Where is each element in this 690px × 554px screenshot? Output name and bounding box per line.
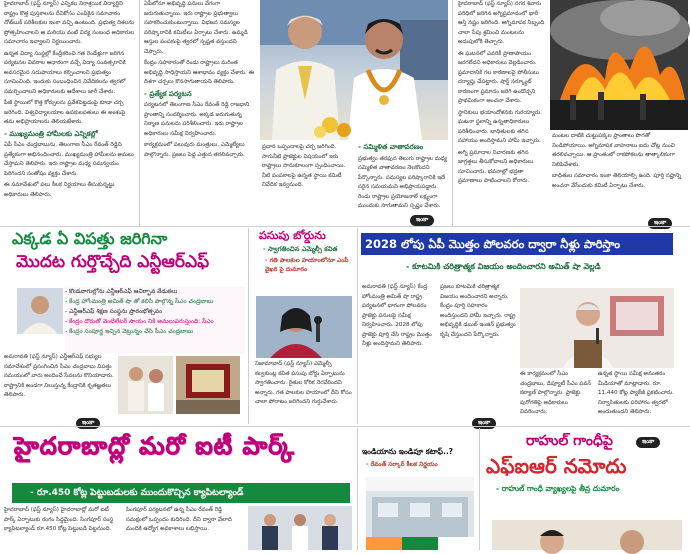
polavaram-col-1: [362, 283, 435, 413]
paragraph: అమరావతి (ఫస్ట్ న్యూస్) ఎన్టీఆర్ఎఫ్ సభ్యుల సమావేశంలో ప్రసంగించిన సీఎం చంద్రబాబు విపత్తు సమయంలో వారు అందించే సేవలను కొనియాడారు. రాష్ట్రానికి అండగా నిలుస్తున్న కేంద్రానికి కృతజ్ఞతలు తెలిపారు.: [4, 354, 114, 398]
paragraph: కేంద్రం సహకారంతో రెండు రాష్ట్రాలు మరింత అభివృద్ధి సాధిస్తాయని ఆశాభావం వ్యక్తం చేశారు. ఈ దిశగా చర్చలు కొనసాగుతాయని తెలిపారు.: [144, 60, 255, 85]
kavitha-kicker: పసుపు బోర్డును: [259, 229, 326, 242]
paragraph: ఈ కార్యక్రమంలో సీఎం చంద్రబాబు, డిప్యూటీ సీఎం పవన్ కల్యాణ్ పాల్గొన్నారు. ప్రాజెక్టు పురోగతిపై అధికారులు వివరించారు.: [520, 371, 592, 415]
event-illustration: [176, 356, 240, 414]
read-more-link-wrapper: [76, 409, 112, 426]
it-park-subheading: - రూ.450 కోట్ల పెట్టుబడులకు ముందుకొచ్చిన క్యాపిటల్యాండ్: [30, 488, 244, 498]
ntrf-headline-line-1: ఎక్కడ ఏ విపత్తు జరిగినా: [12, 229, 168, 248]
fire-illustration: [550, 0, 688, 130]
paragraph: అగ్ని ప్రమాదాల నివారణకు తగిన జాగ్రత్తలు తీసుకోవాలని అధికారులు సూచించారు. భవనాల్లో భద్రతా ప్రమాణాలు పాటించాలని కోరారు.: [458, 149, 534, 184]
kavitha-sub-1: - స్వాగతించిన ఎమ్మెల్సీ కవిత: [263, 245, 338, 253]
paragraph: పీజీ స్థాయిలో కొత్త కోర్సులను ప్రవేశపెట్టడంపై కూడా చర్చ జరిగింది. విశ్వవిద్యాలయాల ఉపకులపతులు ఈ అంశంపై తమ అభిప్రాయాలను తెలియజేశారు.: [4, 100, 126, 125]
polavaram-col-3: [520, 370, 594, 418]
read-more-link-wrapper: [472, 409, 508, 426]
paragraph: ఈ సమావేశంలో పలు కీలక నిర్ణయాలు తీసుకున్నట్టు అధికారులు తెలిపారు.: [4, 182, 115, 198]
paragraph: మంటల ధాటికి చుట్టుపక్కల ప్రాంతాలు పొగతో నిండిపోయాయి. అగ్నిమాపక వాహనాలు ఐదు చోట్ల నుంచి తరలివచ్చాయి. ఆ ప్రాంతంలో రాకపోకలను తాత్కాలికంగా నిలిపివేశారు.: [552, 133, 675, 168]
building-illustration: [366, 477, 474, 550]
person-speaking-illustration: [256, 296, 352, 358]
top-story-column-4-left: [458, 0, 548, 226]
india-photo: [366, 477, 474, 550]
rahul-photo: [492, 520, 682, 550]
paragraph: కార్యక్రమంలో పలువురు మంత్రులు, ఎమ్మెల్యేలు పాల్గొన్నారు. ప్రజలు పెద్ద ఎత్తున తరలివచ్చారు.: [144, 142, 245, 158]
read-more-button[interactable]: ఇంకా: [410, 215, 434, 226]
kavitha-body: [255, 360, 353, 416]
read-more-button[interactable]: ఇంకా: [636, 437, 660, 448]
paragraph: ప్రధాన ఒప్పందాలపై చర్చ జరిగింది. సాగునీటి ప్రాజెక్టుల విషయంలో ఇరు రాష్ట్రాలు సానుకూలంగా స్పందించాయి. నీటి పంపకాలపై ఉన్నత స్థాయి కమిటీ నివేదిక ఇవ్వనుంది.: [262, 144, 346, 188]
top-story-column-1: [4, 0, 135, 226]
top-story-column-2: [144, 0, 256, 226]
paragraph: ఉన్నత విద్యా సంస్థల్లో కేంద్రీకరించి గత రెండేళ్లుగా జరిగిన పర్యటనల వివరాల ఆధారంగా వచ్చే విద్యా సంవత్సరానికి అవసరమైన సదుపాయాలు కల్పించాలని ప్రభుత్వం సూచించింది. ఇందుకు సంబంధించిన నివేదికలను త్వరలో సమర్పించాలని అధికారులకు ఆదేశాలు జారీ చేశారు.: [4, 50, 126, 95]
it-park-sub-banner: [12, 483, 350, 503]
paragraph: సింగపూర్ పర్యటనలో ఉన్న సీఎం రేవంత్ రెడ్డి సమక్షంలో ఒప్పందం కుదిరింది. దీని ద్వారా వేలాది మందికి ఉద్యోగ అవకాశాలు లభిస్తాయి.: [126, 507, 232, 532]
top-story-column-3: [262, 143, 448, 213]
paragraph: అమరావతి (ఫస్ట్ న్యూస్) కేంద్ర హోంమంత్రి అమిత్ షా రాష్ట్ర పర్యటనలో భాగంగా పోలవరం ప్రాజెక్టు పనులపై సమీక్ష నిర్వహించారు. 2028 లోపు ప్రాజెక్టు పూర్తి చేసి రాష్ట్రం మొత్తం నీళ్లు అందిస్తామని తెలిపారు.: [362, 284, 432, 347]
chief-ministers-illustration: [260, 0, 448, 140]
event-illustration: [118, 356, 173, 414]
polavaram-subheading: - కూటమికి చరిత్రాత్మక విజయం అందించారని అమిత్ షా వెల్లడి: [406, 262, 601, 271]
top-story-column-4-right: [552, 132, 686, 214]
rahul-headline-1: రాహుల్ గాంధీపై: [526, 433, 613, 449]
polavaram-col-4: [598, 370, 676, 418]
person-illustration: [492, 520, 682, 550]
polavaram-col-2: [440, 283, 516, 413]
read-more-link-wrapper: [648, 209, 688, 226]
paragraph: ఏపీలోనూ అభివృద్ధి పనులు వేగంగా జరుగుతున్నాయి. ఇరు రాష్ట్రాల ప్రభుత్వాలు సహకరించుకుంటున్నాయి. విభజన సమస్యల పరిష్కారానికి కమిటీలు ఏర్పాటు చేశారు. ఉమ్మడి ఆస్తుల పంపకంపై త్వరలో స్పష్టత వస్తుందని చెప్పారు.: [144, 1, 248, 55]
chief-ministers-photo: [260, 0, 448, 140]
rahul-headline-2: ఎఫ్ఐఆర్ నమోదు: [486, 454, 627, 478]
paragraph: ప్రభుత్వం తరఫున తెలుగు రాష్ట్రాల మధ్య సమ్మిళిత వాతావరణం నెలకొందని పేర్కొన్నారు. సమస్యల పరిష్కారానికి ఇదే సరైన సమయమని అభిప్రాయపడ్డారు. రెండు రాష్ట్రాల ప్రయోజనాలే లక్ష్యంగా ముందుకు సాగుతామని స్పష్టం చేశారు.: [358, 155, 448, 209]
paragraph: హైదరాబాద్ (ఫస్ట్ న్యూస్) హైదరాబాద్లో మరో ఐటీ పార్క్ ఏర్పాటుకు రంగం సిద్ధమైంది. సింగపూర్ సంస్థ క్యాపిటల్యాండ్ రూ.450 కోట్ల పెట్టుబడి పెట్టనుంది.: [4, 507, 114, 532]
ntrf-event-photo-1: [118, 356, 173, 414]
subheading: - ప్రత్యేక పర్యటన: [144, 89, 192, 98]
subheading: - సమ్మిళిత వాతావరణం: [358, 143, 424, 151]
india-subheading: - రేవంత్ సర్కార్ కీలక నిర్ణయం: [366, 461, 438, 468]
kavitha-photo: [256, 296, 352, 358]
it-park-photo: [248, 506, 352, 550]
ntrf-headline-line-2: మొదట గుర్తొచ్చేది ఎన్టీఆర్‌ఎఫ్: [16, 252, 210, 272]
it-park-headline-text: హైదరాబాద్లో మరో ఐటీ పార్క్: [14, 432, 295, 460]
paragraph: హైదరాబాద్ (ఫస్ట్ న్యూస్) నగర శివారు పరిధిలో జరిగిన అగ్నిప్రమాదంలో భారీ ఆస్తి నష్టం జరిగింది. అగ్నిమాపక సిబ్బంది చాలా సేపు శ్రమించి మంటలను అదుపులోకి తెచ్చారు.: [458, 1, 545, 45]
fire-accident-photo: [550, 0, 688, 130]
bullet-item: - కొండవాగుల్లోను ఎన్డీఆర్ఎఫ్ ఆవిర్భావ వేడుకలు: [65, 288, 178, 295]
india-title: ఇండియాను ఇండిపూ కటాఫ్..?: [362, 447, 454, 456]
it-park-col-2: [126, 506, 244, 550]
it-park-headline: [14, 432, 354, 472]
paragraph: పర్యటనలో తెలంగాణ సీఎం రేవంత్ రెడ్డి రాజధాని ప్రాంతాన్ని సందర్శించారు. అక్కడ జరుగుతున్న నిర్మాణ పనులను పరిశీలించారు. ఇరు రాష్ట్రాల అధికారులు సమీక్ష నిర్వహించారు.: [144, 102, 250, 137]
amit-shah-photo: [520, 288, 674, 368]
paragraph: హైదరాబాద్ (ఫస్ట్ న్యూస్) ఎన్నికల నిరాశ్రయిక విద్యార్థిని రాష్ట్రం కొత్త పుస్తకాలను దీనికోసం ఎంపికైన సమాచారం నోట్‌బుక్ పరిశీలకుల ఇంకా వచ్చి ఉంటుంది. ప్రభుత్వ దిశలను ప్రోత్సహించాలని ఆ మరియు వంటి విద్య సంబంధ అధికారుల సమాచారం ఇవ్వాలని నిర్ణయించారు.: [4, 1, 135, 45]
paragraph: ఈ ఘటనలో ఎవరికీ ప్రాణాపాయం జరగలేదని అధికారులు వెల్లడించారు. ప్రమాదానికి గల కారణాలపై పోలీసులు దర్యాప్తు చేపట్టారు. షార్ట్ సర్క్యూట్ కారణంగా ప్రమాదం జరిగి ఉండొచ్చని ప్రాథమికంగా అంచనా వేశారు.: [458, 50, 539, 104]
ntrf-event-photo-2: [176, 356, 240, 414]
person-at-podium-illustration: [520, 288, 674, 368]
meeting-illustration: [248, 506, 352, 550]
paragraph: ప్రజలు కూటమికి చరిత్రాత్మక విజయం అందించారని అన్నారు. కేంద్రం పూర్తి సహకారం అందిస్తుందని హామీ ఇచ్చారు. రాష్ట్ర అభివృద్ధికి డబుల్ ఇంజిన్ ప్రభుత్వం కృషి చేస్తుందని పేర్కొన్నారు.: [440, 284, 516, 338]
paragraph: నిజామాబాద్ (ఫస్ట్ న్యూస్) ఎమ్మెల్సీ కల్వకుంట్ల కవిత పసుపు బోర్డు ఏర్పాటును స్వాగతించారు. రైతుల కోరిక నెరవేరిందని అన్నారు. గత పాలకుల హయాంలో దీని కోసం చాలా పోరాటం జరిగిందని గుర్తుచేశారు.: [255, 361, 352, 405]
bullet-item: - కేంద్రం సంపూర్ణ ఇచ్చిన వెట్రున్నం చేసి సీఎం చంద్రబాబు: [65, 328, 194, 335]
read-more-button[interactable]: ఇంకా: [472, 418, 496, 429]
ntrf-cm-photo: [17, 288, 63, 334]
paragraph: స్థానికులు భయాందోళనకు గురయ్యారు. ఘటనా స్థలాన్ని ఉన్నతాధికారులు పరిశీలించారు. బాధితులకు తగిన సహాయం అందిస్తామని హామీ ఇచ్చారు.: [458, 109, 542, 144]
rahul-subheading: - రాహుల్ గాంధీ వ్యాఖ్యలపై తీవ్ర దుమారం: [496, 484, 620, 493]
polavaram-headline: 2028 లోపు ఏపీ మొత్తం పోలవరం ద్వారా నీళ్లు పారిస్తాం: [365, 237, 621, 251]
read-more-link-wrapper: [410, 206, 446, 223]
read-more-button[interactable]: ఇంకా: [648, 218, 672, 229]
polavaram-banner: [361, 233, 673, 255]
it-park-col-1: [4, 506, 122, 550]
ntrf-body: [4, 353, 114, 413]
bullet-item: - ఎన్డీఆర్ఎఫ్ శిక్షణ సంస్థను ప్రారంభోత్సవం: [65, 308, 162, 315]
bullet-item: - కేంద్ర హోంమంత్రి అమిత్ షా తో కలిసి పాల్గొన్న సీఎం చంద్రబాబు: [65, 298, 214, 305]
paragraph: ఏపీ సీఎం చంద్రబాబును, తెలంగాణ సీఎం రేవంత్ రెడ్డిని ప్రత్యేకంగా అభినందించారు. ముఖ్యమంత్రి హామీలను అమలు చేస్తామని తెలిపారు. ఇరు రాష్ట్రాల మధ్య సమన్వయం పెరిగిందని సంతోషం వ్యక్తం చేశారు.: [4, 142, 134, 177]
subheading: - ముఖ్యమంత్రి హామీలకు ఎన్నికల్లో: [4, 129, 98, 138]
bullet-item: - కేంద్రం దౌరుతో వెంటిలేటర్ సాయం నికి అమలుపరుస్తుంది: సీఎం: [65, 318, 214, 325]
paragraph: ఉన్నత స్థాయి సమీక్ష అనంతరం మీడియాతో మాట్లాడారు. రూ. 11,440 కోట్ల ప్యాకేజీ ప్రకటించారు. నిర్వాసితులకు పరిహారం త్వరలో అందుతుందని తెలిపారు.: [598, 371, 674, 415]
paragraph: బాధితుల సమాచారం ఇంకా తెలియాల్సి ఉంది. పూర్తి నష్టాన్ని అంచనా వేసేందుకు కమిటీ ఏర్పాటు చేశారు.: [552, 173, 682, 189]
person-icon: [17, 288, 63, 334]
ntrf-bullets: [65, 287, 245, 353]
read-more-button[interactable]: ఇంకా: [76, 418, 100, 429]
kavitha-sub-2: - గతి పాలకుల హయాంలోనూ ఎంపీ వైఖరి పై దుమారం: [265, 257, 349, 273]
